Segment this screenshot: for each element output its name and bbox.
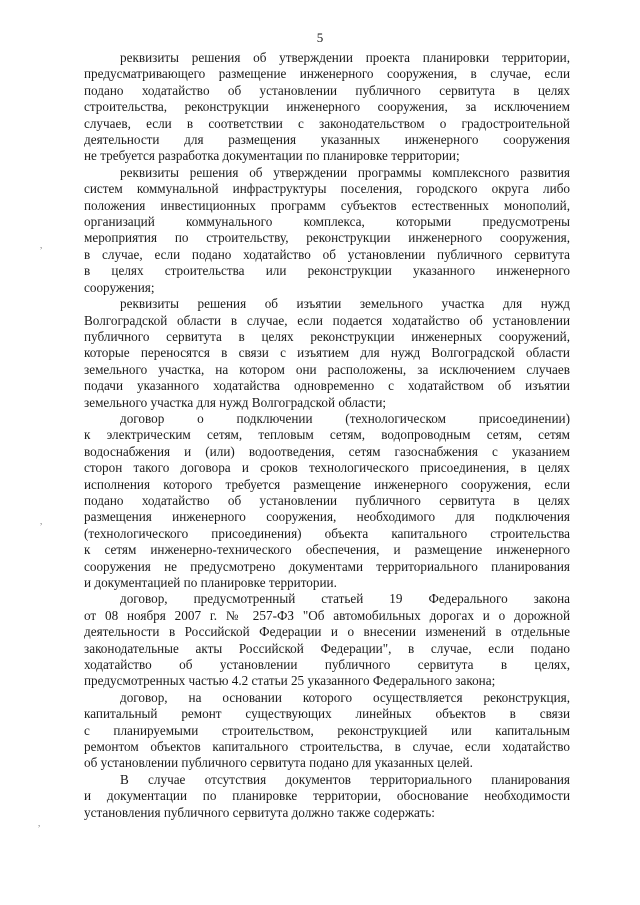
text-line: договор о подключении (технологическом присоединении) xyxy=(120,410,570,426)
text-line: сооружения не предусмотрено документами территориального планирования xyxy=(84,558,570,574)
text-line: реквизиты решения об изъятии земельного участка для нужд xyxy=(120,296,570,312)
text-line: земельного участка, на котором они расположены, за исключением случаев xyxy=(84,361,570,377)
text-line: сооружения; xyxy=(84,279,155,295)
text-line: размещения инженерного сооружения, необходимого для подключения xyxy=(84,509,570,525)
text-line: реквизиты решения об утверждении проекта планировки территории, xyxy=(120,50,570,65)
text-line: организаций коммунального комплекса, которыми предусмотрены xyxy=(84,214,570,230)
text-line: случаев, если в соответствии с законодательством о градостроительной xyxy=(84,115,570,131)
text-line: деятельности в Российской Федерации и о внесении изменений в отдельные xyxy=(84,624,570,640)
text-line: мероприятия по строительству, реконструкции инженерного сооружения, xyxy=(84,230,570,246)
paragraph xyxy=(84,772,570,821)
text-line: систем коммунальной инфраструктуры поселения, городского округа либо xyxy=(84,181,570,197)
text-line: В случае отсутствия документов территориального планирования xyxy=(120,771,570,787)
text-line: подано ходатайство об установлении публичного сервитута в целях xyxy=(84,82,570,98)
text-line: сторон такого договора и сроков технологического присоединения, в целях xyxy=(84,460,570,476)
text-line: и документации по планировке территории, обоснование необходимости xyxy=(84,788,570,804)
text-line: которые переносятся в связи с изъятием для нужд Волгоградской области xyxy=(84,345,570,361)
page-number: 5 xyxy=(316,30,324,45)
text-line: установления публичного сервитута должно также содержать: xyxy=(84,804,435,820)
text-line: законодательные акты Российской Федерации", в случае, если подано xyxy=(84,640,570,656)
text-line: строительства, реконструкции инженерного сооружения, за исключением xyxy=(84,99,570,115)
text-line: с планируемыми строительством, реконструкцией или капитальным xyxy=(84,722,570,738)
text-line: договор, предусмотренный статьей 19 Федерального закона xyxy=(120,591,570,607)
text-line: положения инвестиционных программ субъектов естественных монополий, xyxy=(84,197,570,213)
text-line: водоснабжения и (или) водоотведения, сетям газоснабжения с указанием xyxy=(84,443,570,459)
text-line: исполнения которого требуется размещение инженерного сооружения, если xyxy=(84,476,570,492)
paragraph xyxy=(84,591,570,689)
text-line: договор, на основании которого осуществляется реконструкция, xyxy=(120,689,570,705)
paragraph xyxy=(84,690,570,772)
text-line: в случае, если подано ходатайство об установлении публичного сервитута xyxy=(84,246,570,262)
text-line: подано ходатайство об установлении публичного сервитута в целях xyxy=(84,492,570,508)
text-line: (технологического присоединения) объекта капитального строительства xyxy=(84,525,570,541)
text-line: капитальный ремонт существующих линейных объектов в связи xyxy=(84,706,570,722)
text-line: ходатайство об установлении публичного сервитута в целях, xyxy=(84,657,570,673)
text-line: предусмотренных частью 4.2 статьи 25 указанного Федерального закона; xyxy=(84,673,496,689)
text-line: деятельности для размещения указанных инженерного сооружения xyxy=(84,132,570,148)
text-line: об установлении публичного сервитута подано для указанных целей. xyxy=(84,755,473,771)
scan-mark: , xyxy=(40,516,43,526)
text-line: и документацией по планировке территории. xyxy=(84,575,337,590)
text-line: публичного сервитута в целях реконструкции инженерных сооружений, xyxy=(84,328,570,344)
text-line: в целях строительства или реконструкции указанного инженерного xyxy=(84,263,570,279)
paragraph xyxy=(84,50,570,165)
paragraph xyxy=(84,296,570,411)
text-line: ремонтом объектов капитального строительства, в случае, если ходатайство xyxy=(84,739,570,755)
text-line: земельного участка для нужд Волгоградской области; xyxy=(84,394,387,410)
paragraph xyxy=(84,411,570,591)
scan-mark: , xyxy=(38,818,41,828)
paragraph xyxy=(84,165,570,296)
text-line: к электрическим сетям, тепловым сетям, водопроводным сетям, сетям xyxy=(84,427,570,443)
text-line: не требуется разработка документации по планировке территории; xyxy=(84,148,460,164)
text-line: предусматривающего размещение инженерного сооружения, в случае, если xyxy=(84,66,570,82)
text-line: от 08 ноября 2007 г. № 257-ФЗ "Об автомобильных дорогах и о дорожной xyxy=(84,607,570,623)
text-line: Волгоградской области в случае, если подается ходатайство об установлении xyxy=(84,312,570,328)
text-line: реквизиты решения об утверждении программы комплексного развития xyxy=(120,164,570,180)
scan-mark: , xyxy=(40,240,43,250)
document-body xyxy=(84,50,570,821)
text-line: к сетям инженерно-технического обеспечения, и размещение инженерного xyxy=(84,542,570,558)
text-line: подачи указанного ходатайства одновременно с ходатайством об изъятии xyxy=(84,378,570,394)
